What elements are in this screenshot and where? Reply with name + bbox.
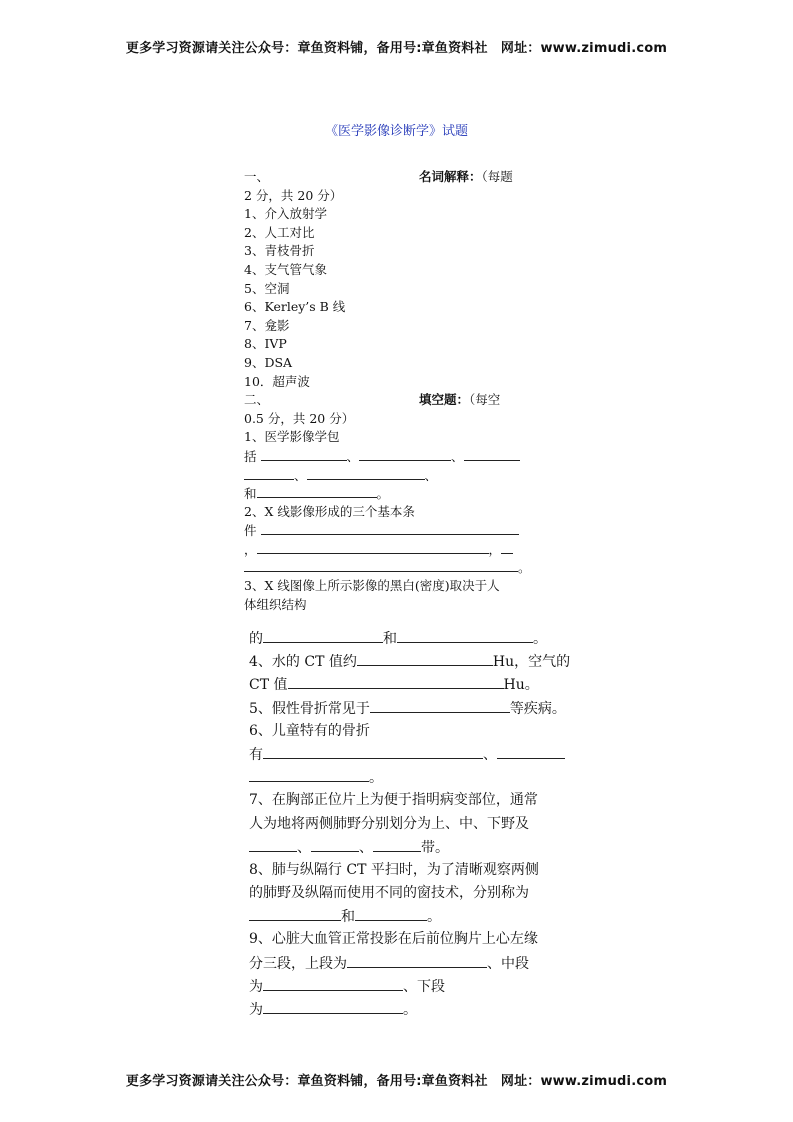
question-8-text-cont: 的肺野及纵隔而使用不同的窗技术，分别称为 (249, 885, 529, 902)
question-6-text: 6、儿童特有的骨折 (249, 722, 370, 739)
answer-blank[interactable] (249, 836, 297, 852)
answer-blank[interactable] (288, 673, 504, 689)
answer-blank[interactable] (249, 905, 341, 921)
question-9-line4 (249, 998, 589, 1021)
q3-label: 的 (249, 631, 263, 647)
q2-label: 件 (244, 523, 257, 539)
answer-blank[interactable] (261, 447, 347, 461)
answer-blank[interactable] (244, 558, 518, 572)
answer-blank[interactable] (357, 650, 493, 666)
q9-label-2: 为 (249, 978, 263, 995)
question-3-blanks (249, 627, 589, 650)
and-label: 和 (341, 909, 355, 926)
term-item: 10．超声波 (244, 373, 310, 389)
q6-label: 有 (249, 746, 263, 763)
answer-blank[interactable] (347, 952, 487, 968)
answer-blank[interactable] (263, 975, 403, 991)
question-1-end (244, 484, 544, 503)
punct: 、 (424, 467, 438, 483)
punct: 、 (359, 839, 373, 856)
q7-suffix: 带。 (421, 839, 449, 856)
q4-label-2: CT 值 (249, 677, 288, 694)
question-7-text-cont: 人为地将两侧肺野分别划分为上、中、下野及 (249, 815, 529, 832)
section2-note: （每空 (469, 392, 501, 408)
section2-note-cont: 0.5 分，共 20 分） (244, 410, 355, 426)
question-2-blanks-cont (244, 540, 544, 559)
term-item: 4、支气管气象 (244, 261, 327, 277)
q9-low: 、下段 (403, 978, 445, 995)
answer-blank[interactable] (311, 836, 359, 852)
question-1-blanks-cont (244, 466, 544, 485)
question-4-line1 (249, 650, 589, 673)
term-item: 8、IVP (244, 336, 287, 352)
answer-blank[interactable] (373, 836, 421, 852)
question-9-line2 (249, 952, 589, 975)
page-title: 《医学影像诊断学》试题 (324, 124, 468, 139)
q9-mid: 、中段 (487, 955, 529, 972)
punct: 、 (294, 467, 307, 483)
punct: 。 (369, 770, 383, 787)
header-banner: 更多学习资源请关注公众号：章鱼资料铺，备用号:章鱼资料社 网址：www.zimudi.com (125, 41, 668, 56)
section1-number: 一、 (244, 169, 270, 184)
question-8-text: 8、肺与纵隔行 CT 平扫时，为了清晰观察两侧 (249, 861, 539, 878)
q4-label: 4、水的 CT 值约 (249, 654, 357, 671)
punct: 。 (427, 909, 441, 926)
question-3-text: 3、X 线图像上所示影像的黑白(密度)取决于人 (244, 578, 500, 594)
answer-blank[interactable] (501, 540, 513, 554)
answer-blank[interactable] (244, 466, 294, 480)
answer-blank[interactable] (257, 484, 377, 498)
answer-blank[interactable] (359, 447, 451, 461)
answer-blank[interactable] (249, 766, 369, 782)
exam-section-top (244, 168, 544, 614)
section1-heading (244, 168, 544, 187)
answer-blank[interactable] (263, 743, 483, 759)
section2-heading (244, 391, 544, 410)
question-9-line3 (249, 975, 589, 998)
question-8-blanks (249, 905, 589, 928)
q9-label: 分三段，上段为 (249, 955, 347, 972)
punct: 。 (518, 560, 531, 576)
question-5 (249, 697, 589, 720)
section1-name: 名词解释： (419, 169, 482, 184)
question-2-text: 2、X 线影像形成的三个基本条 (244, 503, 415, 519)
question-4-line2 (249, 673, 589, 696)
section1-note-cont: 2 分，共 20 分） (244, 187, 343, 203)
question-1-blanks (244, 447, 544, 466)
question-7-blanks (249, 836, 589, 859)
term-item: 5、空洞 (244, 280, 290, 296)
answer-blank[interactable] (307, 466, 425, 480)
answer-blank[interactable] (263, 998, 403, 1014)
q1-label: 括 (244, 448, 257, 464)
term-item: 9、DSA (244, 354, 293, 370)
and-label: 和 (383, 631, 397, 647)
section2-number: 二、 (244, 392, 270, 408)
punct: 。 (376, 486, 390, 502)
answer-blank[interactable] (355, 905, 427, 921)
question-6-end (249, 766, 589, 789)
punct: 、 (451, 448, 464, 464)
q4-unit: Hu，空气的 (492, 654, 571, 671)
term-item: 2、人工对比 (244, 224, 315, 240)
question-6-blanks (249, 743, 589, 766)
term-item: 7、龛影 (244, 317, 290, 333)
answer-blank[interactable] (497, 743, 565, 759)
q5-suffix: 等疾病。 (509, 700, 566, 717)
punct: 。 (533, 631, 547, 647)
question-9-text: 9、心脏大血管正常投影在后前位胸片上心左缘 (249, 931, 538, 948)
punct: 、 (297, 839, 311, 856)
footer-banner: 更多学习资源请关注公众号：章鱼资料铺，备用号:章鱼资料社 网址：www.zimudi.com (125, 1074, 668, 1089)
section1-note: （每题 (481, 169, 513, 184)
question-1-text: 1、医学影像学包 (244, 429, 340, 445)
q5-label: 5、假性骨折常见于 (249, 700, 370, 717)
term-item: 1、介入放射学 (244, 206, 327, 222)
punct: 。 (403, 1002, 417, 1018)
answer-blank[interactable] (263, 627, 383, 643)
and-label: 和 (244, 486, 257, 502)
section2-name: 填空题： (419, 392, 470, 408)
punct: ， (488, 541, 502, 557)
question-7-text: 7、在胸部正位片上为便于指明病变部位，通常 (249, 792, 538, 809)
answer-blank[interactable] (257, 540, 489, 554)
term-item: 3、青枝骨折 (244, 243, 315, 259)
punct: 、 (346, 448, 360, 464)
punct: 、 (483, 746, 497, 763)
term-item: 6、Kerley’s B 线 (244, 299, 346, 315)
q4-unit-2: Hu。 (503, 677, 539, 694)
answer-blank[interactable] (261, 521, 519, 535)
punct: ， (244, 541, 257, 557)
q9-label-3: 为 (249, 1002, 263, 1018)
question-2-blanks (244, 521, 544, 540)
answer-blank[interactable] (464, 447, 520, 461)
answer-blank[interactable] (397, 627, 533, 643)
question-2-end (244, 558, 544, 577)
question-3-text-cont: 体组织结构 (244, 596, 307, 612)
exam-section-bottom (249, 627, 589, 1021)
answer-blank[interactable] (370, 697, 510, 713)
